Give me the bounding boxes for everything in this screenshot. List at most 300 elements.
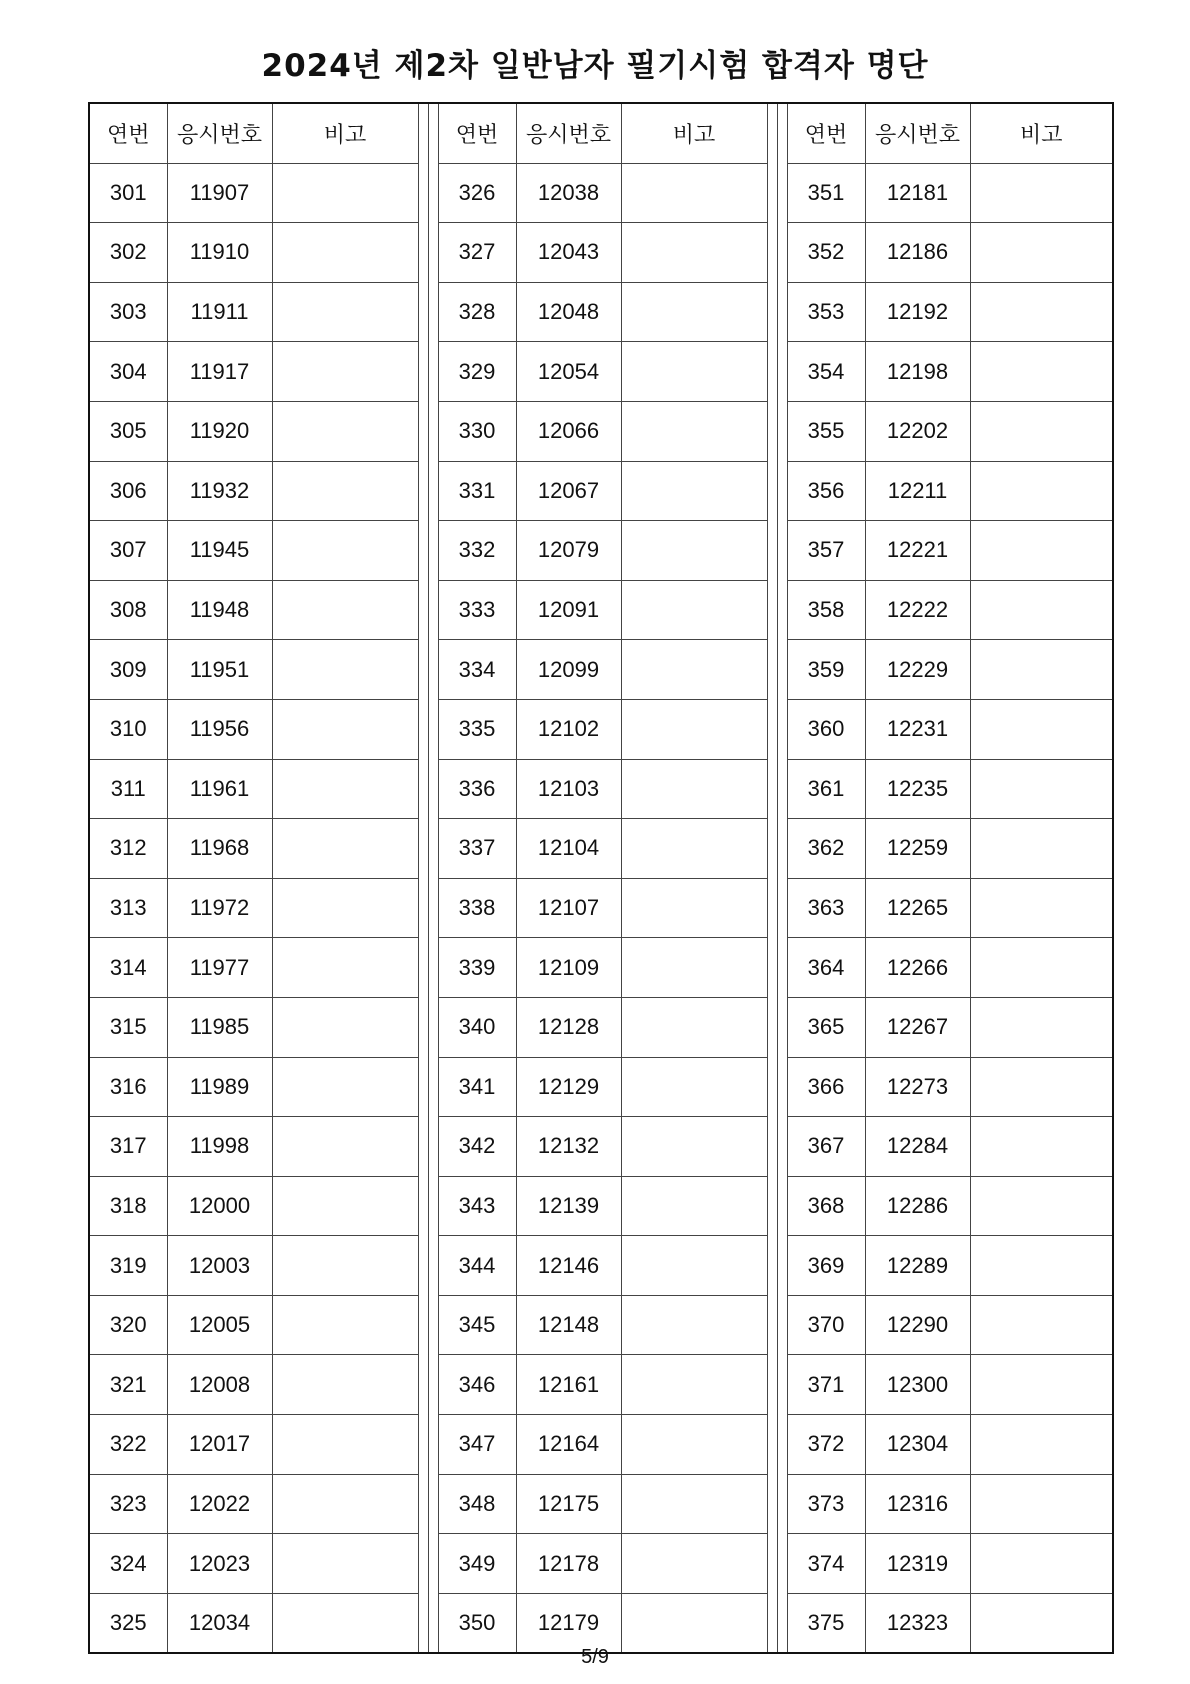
table-row — [89, 521, 1113, 581]
column-separator — [418, 1236, 428, 1296]
seq-cell: 346 — [438, 1355, 516, 1415]
exam-no-cell: 11917 — [167, 342, 272, 402]
seq-cell: 325 — [89, 1593, 167, 1653]
column-separator — [777, 819, 787, 879]
exam-no-cell: 12186 — [865, 223, 970, 283]
column-separator — [428, 282, 438, 342]
column-separator — [418, 282, 428, 342]
seq-cell: 362 — [787, 819, 865, 879]
seq-cell: 320 — [89, 1295, 167, 1355]
table-row — [89, 819, 1113, 879]
exam-no-cell: 12017 — [167, 1415, 272, 1475]
note-cell — [272, 223, 418, 283]
exam-no-cell: 12235 — [865, 759, 970, 819]
column-separator — [767, 282, 777, 342]
seq-cell: 359 — [787, 640, 865, 700]
seq-cell: 318 — [89, 1176, 167, 1236]
seq-cell: 369 — [787, 1236, 865, 1296]
seq-cell: 312 — [89, 819, 167, 879]
column-separator — [777, 521, 787, 581]
exam-no-cell: 12202 — [865, 401, 970, 461]
column-separator — [428, 1117, 438, 1177]
exam-no-cell: 12104 — [516, 819, 621, 879]
exam-no-cell: 12023 — [167, 1534, 272, 1594]
exam-no-cell: 12132 — [516, 1117, 621, 1177]
seq-cell: 316 — [89, 1057, 167, 1117]
exam-no-cell: 12146 — [516, 1236, 621, 1296]
column-separator — [777, 223, 787, 283]
exam-no-cell: 11920 — [167, 401, 272, 461]
exam-no-cell: 12231 — [865, 699, 970, 759]
table-row — [89, 1355, 1113, 1415]
table-row — [89, 1176, 1113, 1236]
note-cell — [970, 1236, 1113, 1296]
note-cell — [970, 1415, 1113, 1475]
note-cell — [970, 521, 1113, 581]
note-cell — [272, 1474, 418, 1534]
table-row — [89, 640, 1113, 700]
exam-no-cell: 11948 — [167, 580, 272, 640]
column-separator — [428, 1474, 438, 1534]
table-row — [89, 759, 1113, 819]
table-row — [89, 223, 1113, 283]
seq-cell: 311 — [89, 759, 167, 819]
seq-cell: 333 — [438, 580, 516, 640]
table-header-row — [89, 103, 1113, 163]
note-cell — [621, 223, 767, 283]
exam-no-cell: 11956 — [167, 699, 272, 759]
seq-cell: 339 — [438, 938, 516, 998]
note-cell — [621, 1593, 767, 1653]
note-cell — [272, 521, 418, 581]
exam-no-cell: 11972 — [167, 878, 272, 938]
table-row — [89, 342, 1113, 402]
column-separator — [428, 1176, 438, 1236]
note-cell — [970, 1117, 1113, 1177]
column-separator — [418, 521, 428, 581]
exam-no-cell: 12161 — [516, 1355, 621, 1415]
exam-no-cell: 12043 — [516, 223, 621, 283]
note-cell — [621, 1176, 767, 1236]
seq-cell: 332 — [438, 521, 516, 581]
column-separator — [418, 1176, 428, 1236]
table-row — [89, 163, 1113, 223]
column-separator — [418, 103, 428, 163]
note-cell — [970, 223, 1113, 283]
exam-no-cell: 12129 — [516, 1057, 621, 1117]
column-separator — [418, 640, 428, 700]
column-separator — [428, 997, 438, 1057]
seq-cell: 327 — [438, 223, 516, 283]
table-row — [89, 1057, 1113, 1117]
note-cell — [621, 997, 767, 1057]
exam-no-cell: 12107 — [516, 878, 621, 938]
header-note: 비고 — [621, 103, 767, 163]
note-cell — [621, 1057, 767, 1117]
seq-cell: 343 — [438, 1176, 516, 1236]
seq-cell: 336 — [438, 759, 516, 819]
note-cell — [272, 1057, 418, 1117]
exam-no-cell: 12286 — [865, 1176, 970, 1236]
exam-no-cell: 12316 — [865, 1474, 970, 1534]
column-separator — [767, 401, 777, 461]
table-body — [89, 103, 1113, 1653]
column-separator — [428, 1355, 438, 1415]
column-separator — [418, 163, 428, 223]
table-row — [89, 580, 1113, 640]
exam-no-cell: 12273 — [865, 1057, 970, 1117]
seq-cell: 337 — [438, 819, 516, 879]
note-cell — [621, 1117, 767, 1177]
note-cell — [621, 401, 767, 461]
table-row — [89, 282, 1113, 342]
exam-no-cell: 11998 — [167, 1117, 272, 1177]
header-exam-no: 응시번호 — [865, 103, 970, 163]
seq-cell: 338 — [438, 878, 516, 938]
seq-cell: 356 — [787, 461, 865, 521]
note-cell — [621, 878, 767, 938]
column-separator — [767, 1295, 777, 1355]
note-cell — [272, 1176, 418, 1236]
table-row — [89, 997, 1113, 1057]
note-cell — [272, 640, 418, 700]
exam-no-cell: 12304 — [865, 1415, 970, 1475]
seq-cell: 366 — [787, 1057, 865, 1117]
note-cell — [970, 461, 1113, 521]
note-cell — [621, 282, 767, 342]
header-note: 비고 — [272, 103, 418, 163]
exam-no-cell: 12178 — [516, 1534, 621, 1594]
note-cell — [272, 1415, 418, 1475]
exam-no-cell: 11951 — [167, 640, 272, 700]
note-cell — [970, 1057, 1113, 1117]
column-separator — [428, 461, 438, 521]
seq-cell: 323 — [89, 1474, 167, 1534]
note-cell — [970, 819, 1113, 879]
exam-no-cell: 12323 — [865, 1593, 970, 1653]
note-cell — [621, 699, 767, 759]
column-separator — [418, 1117, 428, 1177]
column-separator — [777, 103, 787, 163]
note-cell — [621, 461, 767, 521]
seq-cell: 326 — [438, 163, 516, 223]
table-row — [89, 699, 1113, 759]
seq-cell: 352 — [787, 223, 865, 283]
seq-cell: 301 — [89, 163, 167, 223]
column-separator — [428, 103, 438, 163]
header-note: 비고 — [970, 103, 1113, 163]
column-separator — [428, 1057, 438, 1117]
note-cell — [970, 938, 1113, 998]
exam-no-cell: 11932 — [167, 461, 272, 521]
exam-no-cell: 11989 — [167, 1057, 272, 1117]
column-separator — [767, 103, 777, 163]
exam-no-cell: 12300 — [865, 1355, 970, 1415]
column-separator — [767, 521, 777, 581]
column-separator — [428, 819, 438, 879]
exam-no-cell: 12079 — [516, 521, 621, 581]
note-cell — [272, 1117, 418, 1177]
exam-no-cell: 11985 — [167, 997, 272, 1057]
column-separator — [777, 1355, 787, 1415]
note-cell — [621, 759, 767, 819]
note-cell — [621, 1355, 767, 1415]
exam-no-cell: 12267 — [865, 997, 970, 1057]
exam-no-cell: 12067 — [516, 461, 621, 521]
column-separator — [767, 699, 777, 759]
column-separator — [428, 1236, 438, 1296]
column-separator — [767, 1057, 777, 1117]
exam-no-cell: 12034 — [167, 1593, 272, 1653]
exam-no-cell: 12319 — [865, 1534, 970, 1594]
note-cell — [621, 521, 767, 581]
note-cell — [272, 878, 418, 938]
exam-no-cell: 12192 — [865, 282, 970, 342]
note-cell — [621, 1236, 767, 1296]
table-row — [89, 878, 1113, 938]
note-cell — [272, 282, 418, 342]
exam-no-cell: 11911 — [167, 282, 272, 342]
seq-cell: 324 — [89, 1534, 167, 1594]
seq-cell: 342 — [438, 1117, 516, 1177]
column-separator — [418, 1593, 428, 1653]
column-separator — [767, 223, 777, 283]
note-cell — [272, 1295, 418, 1355]
header-seq: 연번 — [787, 103, 865, 163]
seq-cell: 306 — [89, 461, 167, 521]
seq-cell: 341 — [438, 1057, 516, 1117]
exam-no-cell: 12000 — [167, 1176, 272, 1236]
exam-no-cell: 12066 — [516, 401, 621, 461]
note-cell — [272, 997, 418, 1057]
exam-no-cell: 12148 — [516, 1295, 621, 1355]
exam-no-cell: 12284 — [865, 1117, 970, 1177]
note-cell — [621, 1534, 767, 1594]
note-cell — [621, 163, 767, 223]
column-separator — [428, 401, 438, 461]
note-cell — [272, 401, 418, 461]
seq-cell: 345 — [438, 1295, 516, 1355]
note-cell — [272, 580, 418, 640]
column-separator — [777, 640, 787, 700]
seq-cell: 309 — [89, 640, 167, 700]
column-separator — [777, 1474, 787, 1534]
note-cell — [970, 1176, 1113, 1236]
column-separator — [428, 938, 438, 998]
seq-cell: 329 — [438, 342, 516, 402]
column-separator — [767, 1534, 777, 1594]
note-cell — [970, 759, 1113, 819]
seq-cell: 360 — [787, 699, 865, 759]
column-separator — [428, 223, 438, 283]
exam-no-cell: 12181 — [865, 163, 970, 223]
exam-no-cell: 12259 — [865, 819, 970, 879]
seq-cell: 315 — [89, 997, 167, 1057]
seq-cell: 357 — [787, 521, 865, 581]
header-seq: 연번 — [438, 103, 516, 163]
seq-cell: 334 — [438, 640, 516, 700]
seq-cell: 305 — [89, 401, 167, 461]
results-table — [88, 102, 1114, 1654]
note-cell — [272, 342, 418, 402]
column-separator — [767, 1117, 777, 1177]
seq-cell: 350 — [438, 1593, 516, 1653]
column-separator — [767, 342, 777, 402]
column-separator — [777, 1295, 787, 1355]
exam-no-cell: 11977 — [167, 938, 272, 998]
note-cell — [621, 819, 767, 879]
note-cell — [272, 461, 418, 521]
seq-cell: 344 — [438, 1236, 516, 1296]
column-separator — [418, 1355, 428, 1415]
column-separator — [767, 580, 777, 640]
exam-no-cell: 12054 — [516, 342, 621, 402]
seq-cell: 367 — [787, 1117, 865, 1177]
seq-cell: 335 — [438, 699, 516, 759]
column-separator — [428, 1593, 438, 1653]
column-separator — [767, 1593, 777, 1653]
column-separator — [418, 1415, 428, 1475]
exam-no-cell: 12139 — [516, 1176, 621, 1236]
seq-cell: 330 — [438, 401, 516, 461]
seq-cell: 303 — [89, 282, 167, 342]
table-row — [89, 1117, 1113, 1177]
exam-no-cell: 12005 — [167, 1295, 272, 1355]
column-separator — [767, 938, 777, 998]
exam-no-cell: 12289 — [865, 1236, 970, 1296]
column-separator — [767, 819, 777, 879]
note-cell — [970, 997, 1113, 1057]
note-cell — [970, 1474, 1113, 1534]
note-cell — [621, 1474, 767, 1534]
exam-no-cell: 11961 — [167, 759, 272, 819]
exam-no-cell: 12109 — [516, 938, 621, 998]
column-separator — [428, 699, 438, 759]
seq-cell: 373 — [787, 1474, 865, 1534]
column-separator — [777, 401, 787, 461]
exam-no-cell: 12038 — [516, 163, 621, 223]
seq-cell: 368 — [787, 1176, 865, 1236]
column-separator — [777, 997, 787, 1057]
column-separator — [428, 640, 438, 700]
seq-cell: 304 — [89, 342, 167, 402]
note-cell — [970, 1295, 1113, 1355]
seq-cell: 313 — [89, 878, 167, 938]
note-cell — [272, 1593, 418, 1653]
seq-cell: 361 — [787, 759, 865, 819]
note-cell — [272, 1236, 418, 1296]
note-cell — [272, 938, 418, 998]
column-separator — [428, 878, 438, 938]
column-separator — [428, 521, 438, 581]
exam-no-cell: 12164 — [516, 1415, 621, 1475]
note-cell — [621, 1415, 767, 1475]
seq-cell: 375 — [787, 1593, 865, 1653]
column-separator — [418, 759, 428, 819]
column-separator — [418, 342, 428, 402]
table-row — [89, 401, 1113, 461]
exam-no-cell: 12211 — [865, 461, 970, 521]
seq-cell: 302 — [89, 223, 167, 283]
note-cell — [970, 401, 1113, 461]
seq-cell: 321 — [89, 1355, 167, 1415]
note-cell — [970, 699, 1113, 759]
column-separator — [767, 1236, 777, 1296]
table-row — [89, 1236, 1113, 1296]
column-separator — [777, 282, 787, 342]
column-separator — [777, 1057, 787, 1117]
exam-no-cell: 12048 — [516, 282, 621, 342]
column-separator — [418, 878, 428, 938]
header-exam-no: 응시번호 — [167, 103, 272, 163]
exam-no-cell: 12229 — [865, 640, 970, 700]
seq-cell: 347 — [438, 1415, 516, 1475]
note-cell — [621, 342, 767, 402]
column-separator — [767, 163, 777, 223]
note-cell — [970, 1593, 1113, 1653]
exam-no-cell: 12198 — [865, 342, 970, 402]
header-exam-no: 응시번호 — [516, 103, 621, 163]
column-separator — [767, 1355, 777, 1415]
column-separator — [418, 1295, 428, 1355]
note-cell — [970, 342, 1113, 402]
exam-no-cell: 12102 — [516, 699, 621, 759]
seq-cell: 331 — [438, 461, 516, 521]
exam-no-cell: 11907 — [167, 163, 272, 223]
exam-no-cell: 12179 — [516, 1593, 621, 1653]
column-separator — [418, 1057, 428, 1117]
exam-no-cell: 12022 — [167, 1474, 272, 1534]
table-row — [89, 1534, 1113, 1594]
table-row — [89, 1295, 1113, 1355]
note-cell — [970, 1355, 1113, 1415]
column-separator — [777, 1236, 787, 1296]
column-separator — [777, 342, 787, 402]
note-cell — [970, 1534, 1113, 1594]
note-cell — [970, 282, 1113, 342]
seq-cell: 371 — [787, 1355, 865, 1415]
column-separator — [428, 1415, 438, 1475]
table-row — [89, 938, 1113, 998]
seq-cell: 364 — [787, 938, 865, 998]
column-separator — [418, 580, 428, 640]
column-separator — [767, 878, 777, 938]
column-separator — [418, 223, 428, 283]
note-cell — [272, 819, 418, 879]
column-separator — [428, 1534, 438, 1594]
column-separator — [777, 461, 787, 521]
exam-no-cell: 12099 — [516, 640, 621, 700]
note-cell — [272, 1534, 418, 1594]
seq-cell: 365 — [787, 997, 865, 1057]
exam-no-cell: 12290 — [865, 1295, 970, 1355]
seq-cell: 353 — [787, 282, 865, 342]
exam-no-cell: 12091 — [516, 580, 621, 640]
seq-cell: 322 — [89, 1415, 167, 1475]
column-separator — [777, 1415, 787, 1475]
column-separator — [777, 759, 787, 819]
column-separator — [777, 699, 787, 759]
seq-cell: 340 — [438, 997, 516, 1057]
exam-no-cell: 12008 — [167, 1355, 272, 1415]
seq-cell: 314 — [89, 938, 167, 998]
exam-no-cell: 12128 — [516, 997, 621, 1057]
note-cell — [621, 640, 767, 700]
seq-cell: 358 — [787, 580, 865, 640]
table-row — [89, 1593, 1113, 1653]
column-separator — [777, 163, 787, 223]
page-title: 2024년 제2차 일반남자 필기시험 합격자 명단 — [261, 48, 929, 84]
